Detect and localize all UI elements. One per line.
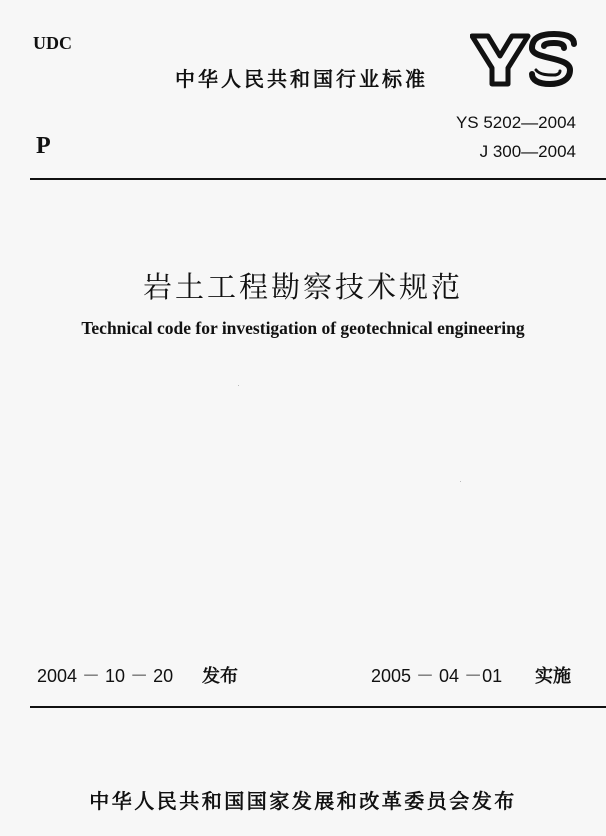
implementation-date: 2005 － 04 －01 (371, 666, 503, 686)
standard-type-heading: 中华人民共和国行业标准 (175, 67, 428, 91)
scan-speck (238, 385, 239, 386)
top-divider (30, 178, 606, 180)
ys-logo (470, 30, 582, 88)
standard-code-secondary: J 300—2004 (479, 142, 576, 161)
title-chinese: 岩土工程勘察技术规范 (142, 270, 463, 304)
standard-code-primary: YS 5202—2004 (455, 113, 576, 132)
issue-date: 2004 － 10 － 20 (37, 666, 174, 686)
category-letter: P (36, 133, 51, 159)
issue-label: 发布 (202, 666, 238, 687)
title-english: Technical code for investigation of geotechnical engineering (81, 318, 525, 338)
udc-label: UDC (33, 33, 72, 53)
bottom-divider (30, 706, 606, 708)
implementation-label: 实施 (535, 666, 571, 687)
scan-speck (460, 481, 461, 482)
publisher: 中华人民共和国国家发展和改革委员会发布 (89, 789, 517, 813)
ys-logo-graphic (470, 30, 582, 88)
